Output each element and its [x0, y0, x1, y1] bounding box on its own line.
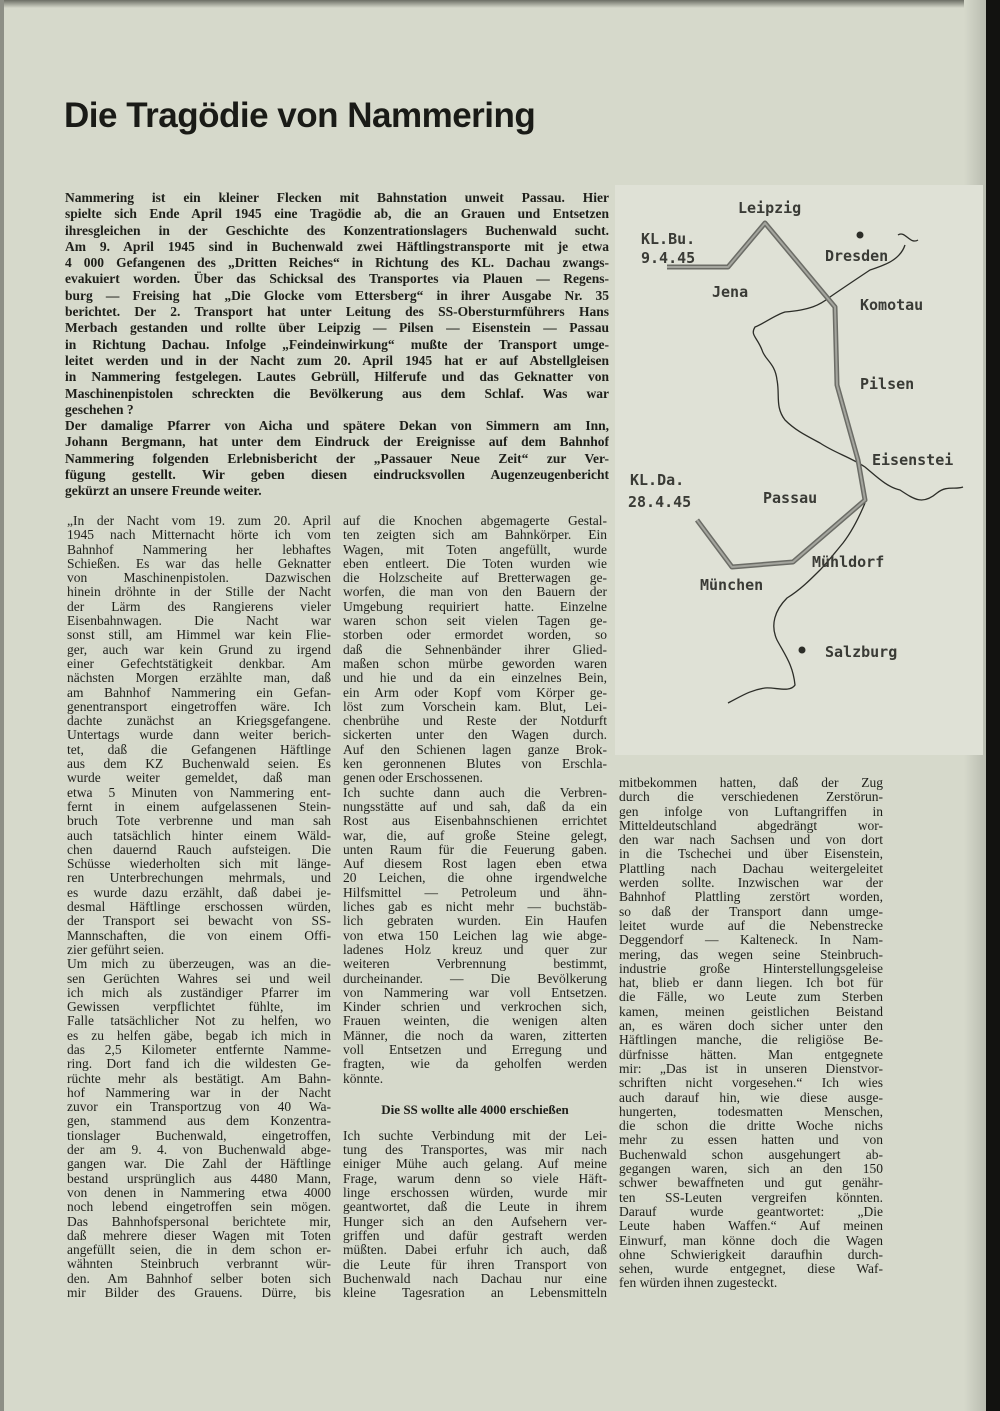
text-line: Der damalige Pfarrer von Aicha und spätere Dekan von Simmern am Inn,	[65, 418, 609, 434]
text-line: liches gab es nicht mehr — buchstäb-	[343, 900, 607, 915]
section-subheading: Die SS wollte alle 4000 erschießen	[381, 1101, 569, 1117]
text-line: die schon die dritte Woche nichs	[619, 1119, 883, 1134]
text-line: von Nammering war voll Entsetzen.	[343, 985, 607, 1000]
text-line: fragten, wie da geholfen werden	[343, 1057, 607, 1072]
text-line: schriften nicht vorgesehen.“ Ich wies	[619, 1076, 883, 1091]
map-label-kl-da-date: 28.4.45	[628, 493, 692, 511]
text-line: war, die, auf große Steine gelegt,	[343, 828, 607, 843]
paragraph	[619, 776, 883, 1291]
text-line: Auf diesem Rost lagen eben etwa	[343, 857, 607, 872]
map-label-jena: Jena	[712, 283, 749, 301]
text-line: werden sollte. Inzwischen war der	[619, 876, 883, 891]
text-line: Maschinenpistolen schreckten die Bevölkerung aus dem Schlaf. Was war	[65, 385, 609, 401]
text-line: einer Gefechtstätigkeit denkbar. Am	[67, 656, 331, 671]
text-line: tet, daß die Gefangenen Häftlinge	[67, 742, 331, 757]
text-line: mering, das wegen seine Steinbruch-	[619, 947, 883, 962]
text-line: ten SS-Leuten vergreifen könnten.	[619, 1190, 883, 1205]
text-line: Einwurf, man könne doch die Wagen	[619, 1233, 883, 1248]
text-line: „In der Nacht vom 19. zum 20. April	[67, 514, 331, 528]
route-map-drawing	[615, 185, 1000, 755]
text-line: Eisenbahnwagen. Die Nacht war	[67, 614, 331, 629]
text-line: einiger Mühe auch gelang. Auf meine	[343, 1157, 607, 1172]
text-line: durch die verschiedenen Zerstörun-	[619, 790, 883, 805]
text-line: leitet werden und in der Nacht zum 20. April 1945 hat er auf Abstellgleisen	[65, 352, 609, 368]
text-line: Frauen weinten, die wenigen alten	[343, 1014, 607, 1029]
text-line: ladenes Holz kreuz und quer zur	[343, 942, 607, 957]
text-line: geantwortet, daß die Leute in ihrem	[343, 1200, 607, 1215]
body-column-3	[619, 776, 883, 1291]
text-line: durcheinander. — Die Bevölkerung	[343, 971, 607, 986]
text-line: nächsten Morgen erzählte man, daß	[67, 671, 331, 686]
text-line: Wagen, mit Toten angefüllt, wurde	[343, 542, 607, 557]
text-line: dachte zunächst an Kriegsgefangene.	[67, 714, 331, 729]
text-line: Das Bahnhofspersonal berichtete mir,	[67, 1214, 331, 1229]
text-line: Rost aus Eisenbahnschienen errichtet	[343, 814, 607, 829]
transport-route	[667, 223, 865, 567]
text-line: Bahnhof Plattling zerstört worden,	[619, 890, 883, 905]
transport-route-core	[667, 223, 865, 567]
text-line: Häftlingen manche, die religiöse Be-	[619, 1033, 883, 1048]
text-line: etwa 5 Minuten von Nammering ent-	[67, 785, 331, 800]
text-line: ten zeigten sich am Bahnkörper. Ein	[343, 528, 607, 543]
text-line: hinein dröhnte in der Stille der Nacht	[67, 585, 331, 600]
text-line: desmal Häftlinge erschossen würden,	[67, 900, 331, 915]
text-line: es wurde dazu erzählt, daß dabei je-	[67, 885, 331, 900]
text-line: genen oder Erschossenen.	[343, 771, 483, 786]
text-line: Um mich zu überzeugen, was an die-	[67, 957, 331, 972]
text-line: sehen, wurde entgegnet, diese Waf-	[619, 1262, 883, 1277]
text-line: von denen in Nammering etwa 4000	[67, 1185, 331, 1200]
text-line: Leute haben Waffen.“ Auf meinen	[619, 1219, 883, 1234]
text-line: mir Bilder des Grauens. Dürre, bis	[67, 1286, 331, 1301]
text-line: die Holzscheite auf Bretterwagen ge-	[343, 571, 607, 586]
text-line: in Richtung Dachau. Infolge „Feindeinwirkung“ mußte der Transport umge-	[65, 336, 609, 352]
text-line: gegangen waren, sich an den 150	[619, 1162, 883, 1177]
text-line: Merbach gestanden und rollte über Leipzig — Pilsen — Eisenstein — Passau	[65, 320, 609, 336]
text-line: von etwa 150 Leichen lag wie abge-	[343, 928, 607, 943]
text-line: linge erschossen würden, wurde mir	[343, 1186, 607, 1201]
text-line: burg — Freising hat „Die Glocke vom Ettersberg“ in ihrer Ausgabe Nr. 35	[65, 287, 609, 303]
text-line: kleine Tagesration an Lebensmitteln	[343, 1286, 607, 1301]
text-line: storben oder ermordet worden, so	[343, 628, 607, 643]
text-line: 20 Leichen, die ohne irgendwelche	[343, 871, 607, 886]
text-line: Untertags wurde dann weiter berich-	[67, 728, 331, 743]
text-line: gen, stammend aus dem Konzentra-	[67, 1114, 331, 1129]
text-line: weiteren Verbrennung bestimmt,	[343, 957, 607, 972]
text-line: Nammering ist ein kleiner Flecken mit Bahnstation unweit Passau. Hier	[65, 190, 609, 205]
text-line: auf die Knochen abgemagerte Gestal-	[343, 514, 607, 528]
text-line: der Lärm des Rangierens vieler	[67, 599, 331, 614]
text-line: müßten. Dabei erfuhr ich auch, daß	[343, 1243, 607, 1258]
paragraph	[343, 514, 607, 786]
text-line: aus dem KZ Buchenwald seien. Es	[67, 757, 331, 772]
paragraph	[343, 1129, 607, 1301]
map-label-komotau: Komotau	[860, 296, 924, 314]
text-line: hat, blieb er dann liegen. Ich bot für	[619, 976, 883, 991]
text-line: chenbrühe und Reste der Notdurft	[343, 714, 607, 729]
text-line: ihresgleichen in der Geschichte des Konzentrationslagers Buchenwald sucht.	[65, 222, 609, 238]
text-line: Buchenwald schon ausgehungert ab-	[619, 1147, 883, 1162]
text-line: sen Gerüchten Wahres sei und weil	[67, 971, 331, 986]
text-line: griffen und dafür gestraft werden	[343, 1228, 607, 1243]
body-column-2	[343, 514, 607, 1300]
text-line: gen infolge von Luftangriffen in	[619, 804, 883, 819]
text-line: tung des Transportes, was mir nach	[343, 1143, 607, 1158]
text-line: ohne Schwierigkeit daraufhin durch-	[619, 1247, 883, 1262]
text-line: Schüsse wiederholten sich mit länge-	[67, 857, 331, 872]
text-line: industrie große Hinterstellungsgeleise	[619, 961, 883, 976]
paragraph	[67, 957, 331, 1300]
text-line: das 2,5 Kilometer entfernte Namme-	[67, 1042, 331, 1057]
text-line: spielte sich Ende April 1945 eine Tragödie ab, die an Grauen und Entsetzen	[65, 206, 609, 222]
text-line: worfen, die man von den Bauern der	[343, 585, 607, 600]
text-line: Hunger sich an den Aufsehern ver-	[343, 1214, 607, 1229]
map-label-salzburg: Salzburg	[825, 643, 898, 661]
route-map	[615, 185, 983, 755]
text-line: bruch Tote verbrenne und man sah	[67, 814, 331, 829]
text-line: den war nach Sachsen und von dort	[619, 833, 883, 848]
text-line: tionslager Buchenwald, eingetroffen,	[67, 1128, 331, 1143]
text-line: der Transport sei bewacht von SS-	[67, 914, 331, 929]
text-line: Hilfsmittel — Petroleum und ähn-	[343, 885, 607, 900]
text-line: Johann Bergmann, hat unter dem Eindruck der Ereignisse auf dem Bahnhof	[65, 434, 609, 450]
text-line: gangen war. Die Zahl der Häftlinge	[67, 1157, 331, 1172]
text-line: löst zum Vorschein kam. Blut, Lei-	[343, 699, 607, 714]
text-line: der am 9. 4. von Buchenwald abge-	[67, 1143, 331, 1158]
text-line: fügung gestellt. Wir geben diesen eindrucksvollen Augenzeugenbericht	[65, 467, 609, 483]
text-line: die Fälle, wo Leute zum Sterben	[619, 990, 883, 1005]
text-line: lich gebraten wurden. Ein Haufen	[343, 914, 607, 929]
map-label-passau: Passau	[763, 489, 818, 507]
text-line: noch lebend eingetroffen sein mögen.	[67, 1200, 331, 1215]
text-line: Bahnhof Nammering her lebhaftes	[67, 542, 331, 557]
map-label-dresden: Dresden	[825, 247, 889, 265]
text-line: schwer bewaffneten und gut genähr-	[619, 1176, 883, 1191]
text-line: rüchte mehr als bestätigt. Am Bahn-	[67, 1071, 331, 1086]
text-line: voll Entsetzen und Erregung und	[343, 1042, 607, 1057]
text-line: kamen, meinen geistlichen Beistand	[619, 1004, 883, 1019]
text-line: hof Nammering war in der Nacht	[67, 1085, 331, 1100]
text-line: Umgebung requiriert hatte. Einzelne	[343, 599, 607, 614]
text-line: mir: „Das ist in unseren Dienstvor-	[619, 1061, 883, 1076]
map-label-leipzig: Leipzig	[738, 199, 802, 217]
map-label-kl-bu: KL.Bu.	[641, 230, 696, 248]
dresden-dot	[857, 232, 864, 239]
text-line: Ich suchte Verbindung mit der Lei-	[343, 1128, 607, 1143]
text-line: wähnten Steinbruch verbrannt wür-	[67, 1257, 331, 1272]
text-line: daß mehrere dieser Wagen mit Toten	[67, 1228, 331, 1243]
paragraph	[67, 514, 331, 957]
text-line: auch tatsächlich hinter einem Wäld-	[67, 828, 331, 843]
text-line: mehr zu essen hatten und von	[619, 1133, 883, 1148]
map-label-kl-da: KL.Da.	[630, 471, 685, 489]
text-line: ren Unterbrechungen mehrmals, und	[67, 871, 331, 886]
text-line: in Nammering festgelegen. Lautes Gebrüll, Hilferufe und das Geknatter von	[65, 369, 609, 385]
text-line: zier geführt seien.	[67, 942, 165, 957]
text-line: fernt in einem aufgelassenen Stein-	[67, 799, 331, 814]
text-line: Plattling nach Dachau weitergeleitet	[619, 861, 883, 876]
text-line: angefüllt seien, die in dem schon er-	[67, 1243, 331, 1258]
text-line: die Leute für ihren Transport von	[343, 1257, 607, 1272]
text-line: auch darauf hin, wie diese ausge-	[619, 1090, 883, 1105]
scan-edge-top	[0, 0, 1000, 8]
text-line: geschehen ?	[65, 401, 134, 417]
text-line: ein Arm oder Kopf vom Körper ge-	[343, 685, 607, 700]
article-title: Die Tragödie von Nammering	[64, 96, 536, 135]
map-label-pilsen: Pilsen	[860, 375, 915, 393]
text-line: nungsstätte auf und sah, daß da ein	[343, 799, 607, 814]
text-line: hungerten, todesmatten Menschen,	[619, 1104, 883, 1119]
text-line: Kinder schrien und verkrochen sich,	[343, 1000, 607, 1015]
scan-edge-left	[0, 0, 4, 1411]
text-line: waren schon seit vielen Tagen ge-	[343, 614, 607, 629]
text-line: bestand ursprünglich aus 4480 Mann,	[67, 1171, 331, 1186]
text-line: leitet wurde auf die Nebenstrecke	[619, 918, 883, 933]
text-line: könnte.	[343, 1071, 384, 1086]
text-line: Am 9. April 1945 sind in Buchenwald zwei Häftlingstransporte mit je etwa	[65, 238, 609, 254]
text-line: so daß der Transport dann umge-	[619, 904, 883, 919]
text-line: Frage, warum denn so viele Häft-	[343, 1171, 607, 1186]
text-line: gekürzt an unsere Freunde weiter.	[65, 483, 262, 499]
text-line: von Maschinenpistolen. Dazwischen	[67, 571, 331, 586]
text-line: Ich suchte dann auch die Verbren-	[343, 785, 607, 800]
text-line: ken geronnenen Blutes von Erschla-	[343, 757, 607, 772]
text-line: fen würden ihnen zugesteckt.	[619, 1276, 778, 1291]
text-line: Mitteldeutschland abgedrängt wor-	[619, 818, 883, 833]
text-line: den. Am Bahnhof selber boten sich	[67, 1271, 331, 1286]
text-line: Falle tatsächlicher Not zu helfen, wo	[67, 1014, 331, 1029]
text-line: Männer, die noch da waren, zitterten	[343, 1028, 607, 1043]
text-line: in die Tschechei und über Eisenstein,	[619, 847, 883, 862]
map-label-muenchen: München	[700, 576, 764, 594]
text-line: unten Raum für die Feuerung gaben.	[343, 842, 607, 857]
text-line: evakuiert worden. Über das Schicksal des Transportes via Plauen — Regens-	[65, 271, 609, 287]
text-line: und hie und da ein einzelnes Bein,	[343, 671, 607, 686]
text-line: zuvor ein Transportzug von 40 Wa-	[67, 1100, 331, 1115]
text-line: Auf den Schienen lagen ganze Brok-	[343, 742, 607, 757]
text-line: 1945 nach Mitternacht hörte ich vom	[67, 528, 331, 543]
text-line: am Bahnhof Nammering ein Gefan-	[67, 685, 331, 700]
article-intro	[65, 190, 609, 500]
map-label-muehldorf: Mühldorf	[812, 553, 885, 571]
text-line: daß die Sehnenbänder ihrer Glied-	[343, 642, 607, 657]
text-line: dürfnisse hätten. Man entgegnete	[619, 1047, 883, 1062]
text-line: sickerten unter den Wagen durch.	[343, 728, 607, 743]
paragraph	[343, 786, 607, 1086]
text-line: Buchenwald nach Dachau nur eine	[343, 1271, 607, 1286]
text-line: wurde weiter gemeldet, daß man	[67, 771, 331, 786]
text-line: ger, auch war kein Grund zu irgend	[67, 642, 331, 657]
text-line: sonst still, am Himmel war kein Flie-	[67, 628, 331, 643]
text-line: Darauf wurde geantwortet: „Die	[619, 1204, 883, 1219]
text-line: Mannschaften, die von einem Offi-	[67, 928, 331, 943]
text-line: mitbekommen hatten, daß der Zug	[619, 776, 883, 790]
text-line: Deggendorf — Kalteneck. In Nam-	[619, 933, 883, 948]
text-line: berichtet. Der 2. Transport hat unter Leitung des SS-Obersturmführers Hans	[65, 304, 609, 320]
text-line: Schießen. Es war das helle Geknatter	[67, 556, 331, 571]
text-line: maßen schon mürbe geworden waren	[343, 656, 607, 671]
text-line: an, es wären doch sicher unter den	[619, 1019, 883, 1034]
map-label-kl-bu-date: 9.4.45	[641, 249, 696, 267]
text-line: Nammering folgenden Erlebnisbericht der „Passauer Neue Zeit“ zur Ver-	[65, 450, 609, 466]
text-line: chen dauernd Rauch aufsteigen. Die	[67, 842, 331, 857]
text-line: ich mich als zuständiger Pfarrer im	[67, 985, 331, 1000]
text-line: Gewissen verpflichtet fühlte, im	[67, 1000, 331, 1015]
text-line: eben entleert. Die Toten wurden wie	[343, 556, 607, 571]
text-line: es zu helfen gäbe, begab ich mich in	[67, 1028, 331, 1043]
salzburg-dot	[799, 647, 806, 654]
text-line: genentransport eingetroffen wäre. Ich	[67, 699, 331, 714]
text-line: ring. Dort fand ich die wildesten Ge-	[67, 1057, 331, 1072]
text-line: 4 000 Gefangenen des „Dritten Reiches“ in Richtung des KL. Dachau zwangs-	[65, 255, 609, 271]
body-column-1	[67, 514, 331, 1300]
map-label-eisenstein: Eisenstei	[872, 451, 954, 469]
